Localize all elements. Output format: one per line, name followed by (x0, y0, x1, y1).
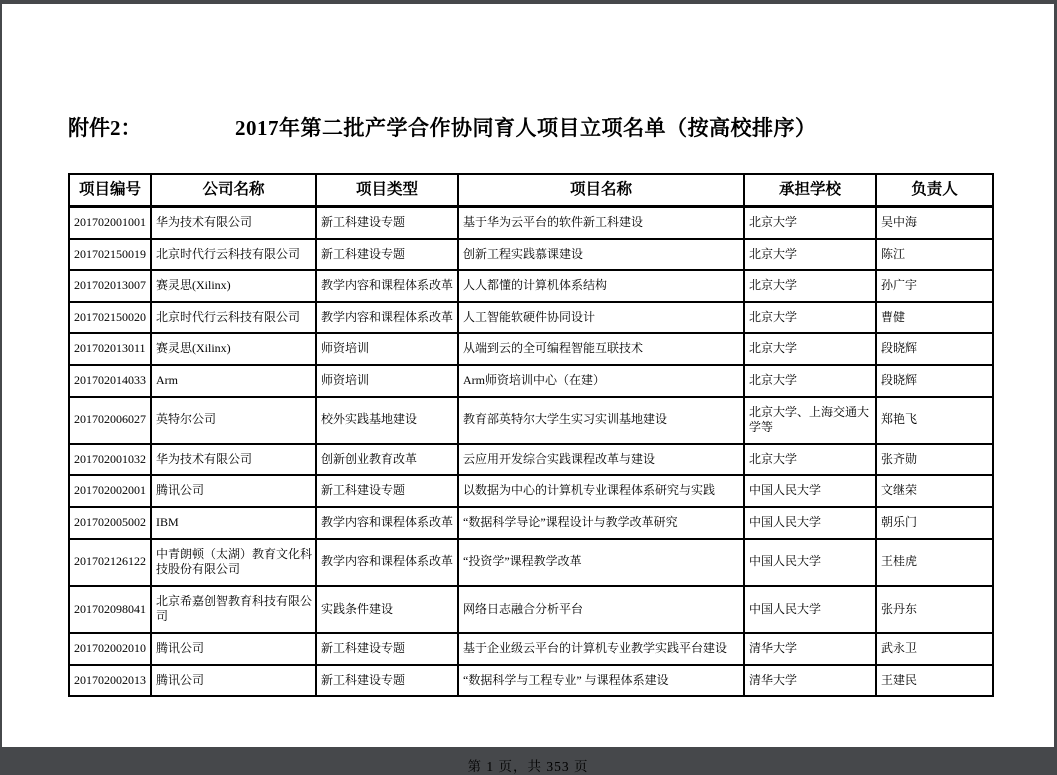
table-row (69, 633, 993, 665)
table-cell: 赛灵思(Xilinx) (151, 270, 316, 302)
table-row (69, 302, 993, 334)
table-cell: 教学内容和课程体系改革 (316, 270, 458, 302)
table-row (69, 444, 993, 476)
table-cell: 陈江 (876, 239, 993, 271)
table-cell: 新工科建设专题 (316, 665, 458, 697)
table-cell: 201702014033 (69, 365, 151, 397)
table-row (69, 397, 993, 444)
table-cell: 以数据为中心的计算机专业课程体系研究与实践 (458, 475, 744, 507)
table-cell: 师资培训 (316, 333, 458, 365)
table-cell: 201702013007 (69, 270, 151, 302)
table-cell: 华为技术有限公司 (151, 207, 316, 239)
table-cell: 云应用开发综合实践课程改革与建设 (458, 444, 744, 476)
table-cell: 吴中海 (876, 207, 993, 239)
table-cell: 腾讯公司 (151, 665, 316, 697)
table-cell: 华为技术有限公司 (151, 444, 316, 476)
table-row (69, 586, 993, 633)
table-cell: 张齐勋 (876, 444, 993, 476)
table-cell: 北京大学 (744, 207, 876, 239)
table-cell: 新工科建设专题 (316, 475, 458, 507)
table-cell: 北京大学 (744, 302, 876, 334)
table-cell: 新工科建设专题 (316, 207, 458, 239)
page-title: 2017年第二批产学合作协同育人项目立项名单（按高校排序） (235, 116, 817, 140)
table-cell: 郑艳飞 (876, 397, 993, 444)
table-cell: 教学内容和课程体系改革 (316, 507, 458, 539)
table-row (69, 333, 993, 365)
table-cell: 朝乐门 (876, 507, 993, 539)
table-cell: 201702002001 (69, 475, 151, 507)
table-cell: Arm (151, 365, 316, 397)
table-cell: 基于企业级云平台的计算机专业教学实践平台建设 (458, 633, 744, 665)
table-row (69, 239, 993, 271)
attachment-label: 附件2： (68, 116, 142, 140)
column-header-school: 承担学校 (744, 174, 876, 206)
table-cell: 201702013011 (69, 333, 151, 365)
table-cell: 教学内容和课程体系改革 (316, 302, 458, 334)
table-row (69, 507, 993, 539)
table-cell: 北京大学 (744, 239, 876, 271)
column-header-project-id: 项目编号 (69, 174, 151, 206)
table-cell: 201702006027 (69, 397, 151, 444)
table-cell: 文继荣 (876, 475, 993, 507)
page-footer: 第 1 页，共 353 页 (467, 759, 589, 775)
title-row (68, 116, 988, 141)
column-header-project-type: 项目类型 (316, 174, 458, 206)
table-cell: IBM (151, 507, 316, 539)
table-row (69, 475, 993, 507)
table-row (69, 665, 993, 697)
table-cell: 王建民 (876, 665, 993, 697)
table-cell: 基于华为云平台的软件新工科建设 (458, 207, 744, 239)
table-cell: 创新工程实践慕课建设 (458, 239, 744, 271)
column-header-leader: 负责人 (876, 174, 993, 206)
table-cell: 201702150019 (69, 239, 151, 271)
table-cell: Arm师资培训中心（在建） (458, 365, 744, 397)
table-cell: “数据科学导论”课程设计与教学改革研究 (458, 507, 744, 539)
table-cell: 中国人民大学 (744, 507, 876, 539)
table-cell: 新工科建设专题 (316, 239, 458, 271)
table-cell: 教学内容和课程体系改革 (316, 539, 458, 586)
table-cell: 段晓辉 (876, 365, 993, 397)
table-cell: 清华大学 (744, 633, 876, 665)
table-cell: 校外实践基地建设 (316, 397, 458, 444)
table-cell: 王桂虎 (876, 539, 993, 586)
table-cell: 中国人民大学 (744, 586, 876, 633)
table-cell: 201702126122 (69, 539, 151, 586)
table-cell: 北京时代行云科技有限公司 (151, 302, 316, 334)
table-cell: 北京大学 (744, 270, 876, 302)
table-cell: 曹健 (876, 302, 993, 334)
table-cell: 中国人民大学 (744, 475, 876, 507)
table-cell: 教育部英特尔大学生实习实训基地建设 (458, 397, 744, 444)
table-cell: 北京大学 (744, 444, 876, 476)
table-cell: 201702001032 (69, 444, 151, 476)
table-cell: 孙广宇 (876, 270, 993, 302)
table-row (69, 365, 993, 397)
table-cell: 201702002010 (69, 633, 151, 665)
table-cell: 中青朗顿（太湖）教育文化科技股份有限公司 (151, 539, 316, 586)
table-cell: 北京大学、上海交通大学等 (744, 397, 876, 444)
table-row (69, 270, 993, 302)
table-body (69, 207, 993, 697)
table-cell: 腾讯公司 (151, 475, 316, 507)
table-cell: 清华大学 (744, 665, 876, 697)
table-header-row (69, 174, 993, 206)
table-cell: 北京希嘉创智教育科技有限公司 (151, 586, 316, 633)
table-cell: 北京大学 (744, 365, 876, 397)
projects-table (68, 173, 994, 697)
table-cell: 网络日志融合分析平台 (458, 586, 744, 633)
table-cell: 201702002013 (69, 665, 151, 697)
table-row (69, 207, 993, 239)
table-cell: 英特尔公司 (151, 397, 316, 444)
table-cell: 武永卫 (876, 633, 993, 665)
column-header-company: 公司名称 (151, 174, 316, 206)
table-cell: 张丹东 (876, 586, 993, 633)
table-cell: 段晓辉 (876, 333, 993, 365)
table-row (69, 539, 993, 586)
table-cell: 人人都懂的计算机体系结构 (458, 270, 744, 302)
column-header-project-name: 项目名称 (458, 174, 744, 206)
table-cell: 从端到云的全可编程智能互联技术 (458, 333, 744, 365)
table-cell: 201702098041 (69, 586, 151, 633)
document-page (2, 4, 1054, 775)
table-cell: 中国人民大学 (744, 539, 876, 586)
table-cell: 201702001001 (69, 207, 151, 239)
table-cell: 赛灵思(Xilinx) (151, 333, 316, 365)
table-cell: 创新创业教育改革 (316, 444, 458, 476)
table-cell: 实践条件建设 (316, 586, 458, 633)
table-cell: “数据科学与工程专业” 与课程体系建设 (458, 665, 744, 697)
table-cell: 新工科建设专题 (316, 633, 458, 665)
table-cell: “投资学”课程教学改革 (458, 539, 744, 586)
table-cell: 师资培训 (316, 365, 458, 397)
table-cell: 北京时代行云科技有限公司 (151, 239, 316, 271)
table-cell: 201702150020 (69, 302, 151, 334)
table-cell: 201702005002 (69, 507, 151, 539)
table-cell: 腾讯公司 (151, 633, 316, 665)
table-cell: 北京大学 (744, 333, 876, 365)
table-cell: 人工智能软硬件协同设计 (458, 302, 744, 334)
